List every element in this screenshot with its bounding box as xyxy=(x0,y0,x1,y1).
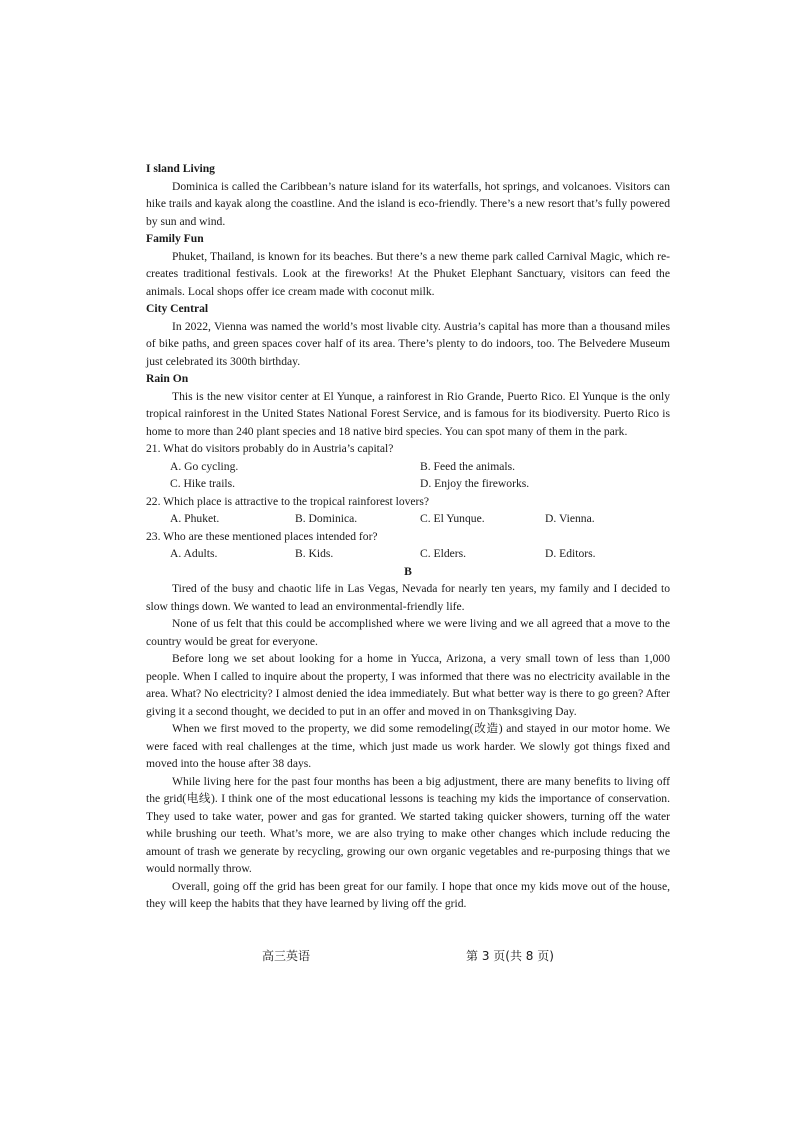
option-c: C. Elders. xyxy=(420,547,467,560)
options-row xyxy=(146,545,670,563)
question-22: 22. Which place is attractive to the tropical rainforest lovers? xyxy=(146,494,430,508)
option-c: C. Hike trails. xyxy=(170,477,236,490)
footer-page-number: 第 3 页(共 8 页) xyxy=(466,949,554,963)
question-23: 23. Who are these mentioned places intended for? xyxy=(146,529,378,543)
passage-b xyxy=(146,580,670,913)
paragraph: In 2022, Vienna was named the world’s most livable city. Austria’s capital has more than a thousand miles of bike paths, and green spaces cover half of its area. There’s plenty to do indoors, too. The Belvedere Museum just celebrated its 300th birthday. xyxy=(146,319,670,368)
paragraph: Before long we set about looking for a home in Yucca, Arizona, a very small town of less than 1,000 people. When I called to inquire about the property, I was informed that there was no electricity available in the area. What? No electricity? I almost denied the idea immediately. But what better way is there to go green? After giving it a second thought, we decided to put in an offer and moved in on Thanksgiving Day. xyxy=(146,652,670,718)
option-b: B. Kids. xyxy=(295,547,334,560)
options-row xyxy=(146,458,670,476)
paragraph: When we first moved to the property, we did some remodeling(改造) and stayed in our motor home. We were faced with real challenges at the time, which just made us work harder. We slowly got things fixed and moved into the house after 38 days. xyxy=(146,722,670,770)
option-a: A. Go cycling. xyxy=(170,459,239,473)
section-heading: Rain On xyxy=(146,372,189,385)
option-d: D. Editors. xyxy=(545,547,596,560)
section-heading: I sland Living xyxy=(146,162,215,175)
option-c: C. El Yunque. xyxy=(420,512,485,525)
questions xyxy=(146,440,670,563)
options-row xyxy=(146,475,670,493)
paragraph: Phuket, Thailand, is known for its beaches. But there’s a new theme park called Carnival Magic, which re-creates traditional festivals. Look at the fireworks! At the Phuket Elephant Sanctuary, visitors can feed the animals. Local shops offer ice cream made with coconut milk. xyxy=(146,249,670,298)
option-d: D. Enjoy the fireworks. xyxy=(420,477,530,490)
paragraph: Dominica is called the Caribbean’s nature island for its waterfalls, hot springs, and volcanoes. Visitors can hike trails and kayak along the coastline. And the island is eco-friendly. There’s a new resort that’s fully powered by sun and wind. xyxy=(146,179,670,228)
option-d: D. Vienna. xyxy=(545,512,595,525)
options-row xyxy=(146,510,670,528)
passage-a xyxy=(146,160,670,440)
option-a: A. Phuket. xyxy=(170,512,220,525)
paragraph: Overall, going off the grid has been great for our family. I hope that once my kids move out of the house, they will keep the habits that they have learned by living off the grid. xyxy=(146,879,670,910)
option-b: B. Feed the animals. xyxy=(420,459,515,473)
option-b: B. Dominica. xyxy=(295,512,358,525)
paragraph: None of us felt that this could be accomplished where we were living and we all agreed that a move to the country would be great for everyone. xyxy=(146,617,670,648)
section-b-label: B xyxy=(404,564,412,578)
section-heading: City Central xyxy=(146,302,209,315)
exam-page xyxy=(146,160,670,913)
option-a: A. Adults. xyxy=(170,547,218,560)
paragraph: While living here for the past four months has been a big adjustment, there are many benefits to living off the grid(电线). I think one of the most educational lessons is teaching my kids the importance of conservation. They used to take water, power and gas for granted. We started taking quicker showers, turning off the water while brushing our teeth. What’s more, we are also trying to make other changes which include reducing the amount of trash we generate by recycling, growing our own organic vegetables and re-purposing things that we would normally throw. xyxy=(146,774,670,875)
question-21: 21. What do visitors probably do in Austria’s capital? xyxy=(146,442,394,455)
paragraph: This is the new visitor center at El Yunque, a rainforest in Rio Grande, Puerto Rico. El Yunque is the only tropical rainforest in the United States National Forest Service, and is famous for its biodiversity. Puerto Rico is home to more than 240 plant species and 18 native bird species. You can spot many of them in the park. xyxy=(146,389,670,438)
paragraph: Tired of the busy and chaotic life in Las Vegas, Nevada for nearly ten years, my family and I decided to slow things down. We wanted to lead an environmental-friendly life. xyxy=(146,582,670,613)
footer-subject: 高三英语 xyxy=(262,949,311,963)
section-heading: Family Fun xyxy=(146,232,204,245)
